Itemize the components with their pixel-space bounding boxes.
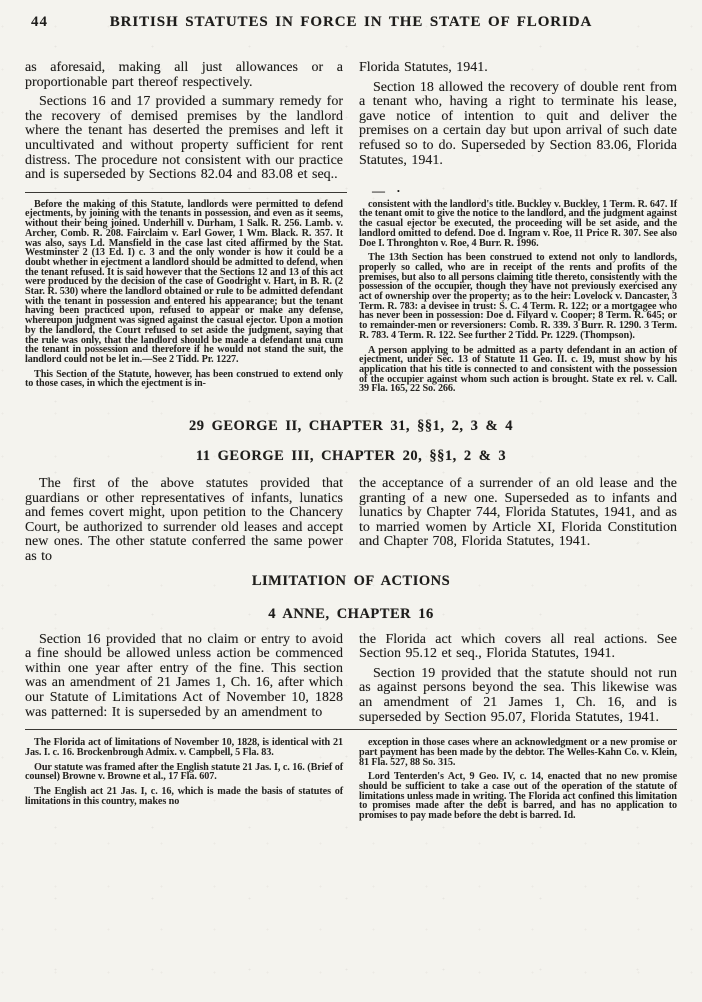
footnote-paragraph: Before the making of this Statute, landlords were permitted to defend ejectments, by joining with the tenants in possession, and even as it seems, without their being joined. Underhill v. Durham, 1 Salk. R. 256. Lamb. v. Archer, Comb. R. 208. Fairclaim v. Earl Gower, 1 Wm. Black. R. 357. It was also, says Ld. Mansfield in the case last cited affirmed by the Stat. Westminster 2 (13 Ed. I) c. 3 and the only wonder is how it could be a doubt whether in ejectment a landlord should be admitted to defend, when the tenant refused. It is said however that the Sections 12 and 13 of this act were produced by the decision of the case of Goodright v. Hart, in B. R. (2 Star. R. 530) where the landlord obtained or rule to be admitted defendant with the tenant in possession and entered his appearance; but the tenant having been practiced upon, refused to appear or make any defense, whereupon judgment was signed against the casual ejector. Upon a motion by the landlord, the Court refused to set aside the judgment, saying that the rule was only, that the landlord should be made a defendant una cum the tenant in possession and therefore if he would not stand the suit, the landlord could not be let in.—See 2 Tidd. Pr. 1227. (25, 198, 343, 365)
footnote-separator-rule (25, 729, 677, 730)
footnote-paragraph: Lord Tenterden's Act, 9 Geo. IV, c. 14, enacted that no new promise should be sufficient to take a case out of the operation of the statute of limitations unless made in writing. The Florida act confined this limitation to promises made after the debt is barred, and has no application to promises to pay made before the debt is barred. Id. (359, 771, 677, 822)
main-paragraph: Section 19 provided that the statute should not run as against persons beyond the sea. This likewise was an amendment of 21 James 1, Ch. 16, and is superseded by Section 95.07, Florida Statutes, 1941. (359, 665, 677, 725)
main-paragraph: the Florida act which covers all real actions. See Section 95.12 et seq., Florida Statutes, 1941. (359, 631, 677, 662)
main-paragraph: the acceptance of a surrender of an old lease and the granting of a new one. Superseded as to infants and lunatics by Chapter 744, Florida Statutes, 1941, and as to married women by Article XI, Florida Constitution and Chapter 708, Florida Statutes, 1941. (359, 476, 677, 550)
top-footnotes (25, 200, 677, 394)
main-paragraph: as aforesaid, making all just allowances or a proportionable part thereof respectively. (25, 60, 343, 90)
main-paragraph: Section 18 allowed the recovery of double rent from a tenant who, having a right to terminate his lease, gave notice of intention to quit and deliver the premises on a certain day but upon arrival of such date refused so to do. Superseded by Section 83.06, Florida Statutes, 1941. (359, 79, 677, 168)
page-number: 44 (31, 14, 48, 30)
left-column (25, 738, 343, 821)
george-statute-text (25, 477, 677, 565)
print-artifact-mark: — · (372, 183, 405, 198)
main-paragraph: The first of the above statutes provided that guardians or other representatives of infants, lunatics and femes covert might, upon petition to the Chancery Court, be authorized to surrender old leases and accept new ones. The other statute conferred the same power as to (25, 476, 343, 565)
left-column (25, 633, 343, 726)
right-column (359, 633, 677, 726)
right-column (359, 61, 677, 183)
section-heading-limitation-of-actions: LIMITATION OF ACTIONS (251, 572, 451, 589)
footnote-paragraph: Our statute was framed after the English statute 21 Jas. I, c. 16. (Brief of counsel) Browne v. Browne et al., 17 Fla. 607. (25, 761, 343, 783)
footnote-paragraph: exception in those cases where an acknowledgment or a new promise or part payment has been made by the debtor. The Welles-Kahn Co. v. Klein, 81 Fla. 527, 88 So. 315. (359, 737, 677, 768)
main-paragraph: Florida Statutes, 1941. (359, 60, 488, 75)
left-column (25, 61, 343, 183)
statute-heading-george-ii: 29 GEORGE II, CHAPTER 31, §§1, 2, 3 & 4 (188, 418, 514, 435)
main-paragraph: Sections 16 and 17 provided a summary remedy for the recovery of demised premises by the landlord where the tenant has deserted the premises and left it uncultivated and without property sufficient for rent distress. The procedure not consistent with our practice and is superseded by Sections 82.04 and 83.08 et seq.. (25, 94, 343, 183)
right-column (359, 738, 677, 821)
main-paragraph: Section 16 provided that no claim or entry to avoid a fine should be allowed unless action be commenced within one year after entry of the fine. This section was an amendment of 21 James 1, Ch. 16, after which our Statute of Limitations Act of November 10, 1828 was patterned: It is superseded by an amendment to (25, 631, 343, 720)
statute-heading-anne: 4 ANNE, CHAPTER 16 (268, 605, 434, 622)
footnote-separator-rule (25, 192, 347, 193)
right-column (359, 477, 677, 565)
footnote-paragraph: A person applying to be admitted as a party defendant in an action of ejectment, under Sec. 13 of Statute 11 Geo. II. c. 19, must show by his application that his title is connected to and consistent with the possession of the occupier against whom such action is brought. State ex rel. v. Call. 39 Fla. 165, 22 So. 266. (359, 344, 677, 395)
footnote-paragraph: This Section of the Statute, however, has been construed to extend only to those cases, in which the ejectment is in- (25, 368, 343, 390)
right-column (359, 200, 677, 394)
footnote-paragraph: consistent with the landlord's title. Buckley v. Buckley, 1 Term. R. 647. If the tenant omit to give the notice to the landlord, and the judgment against the casual ejector be executed, the proceeding will be set aside, and the landlord omitted to defend. Doe d. Ingram v. Roe, 11 Price R. 307. See also Doe I. Thronghton v. Roe, 4 Burr. R. 1996. (359, 198, 677, 249)
page-header (25, 12, 677, 34)
footnote-paragraph: The English act 21 Jas. I, c. 16, which is made the basis of statutes of limitations in this country, makes no (25, 786, 343, 807)
left-column (25, 477, 343, 565)
footnote-paragraph: The Florida act of limitations of November 10, 1828, is identical with 21 Jas. I. c. 16. Brockenbrough Admix. v. Campbell, 5 Fla. 83. (25, 737, 343, 758)
anne-statute-text (25, 633, 677, 726)
left-column (25, 200, 343, 394)
running-title: BRITISH STATUTES IN FORCE IN THE STATE OF FLORIDA (109, 14, 593, 30)
top-statute-text (25, 61, 677, 183)
statute-heading-george-iii: 11 GEORGE III, CHAPTER 20, §§1, 2 & 3 (195, 448, 507, 465)
footnote-paragraph: The 13th Section has been construed to extend not only to landlords, properly so called, who are in receipt of the rents and profits of the premises, but also to all persons claiming title thereto, consistently with the possession of the occupier, though they have not previously exercised any act of ownership over the property; as to the heir: Lovelock v. Dancaster, 3 Term. R. 783: a devisee in trust: S. C. 4 Term. R. 122; or a mortgagee who has never been in possession: Doe d. Filyard v. Cooper; 8 Term. R. 645; or to remainder-men or reversioners: Comb. R. 339. 3 Burr. R. 1290. 3 Term. R. 783. 4 Term. R. 122. See further 2 Tidd. Pr. 1229. (Thompson). (359, 252, 677, 341)
bottom-footnotes (25, 738, 677, 821)
